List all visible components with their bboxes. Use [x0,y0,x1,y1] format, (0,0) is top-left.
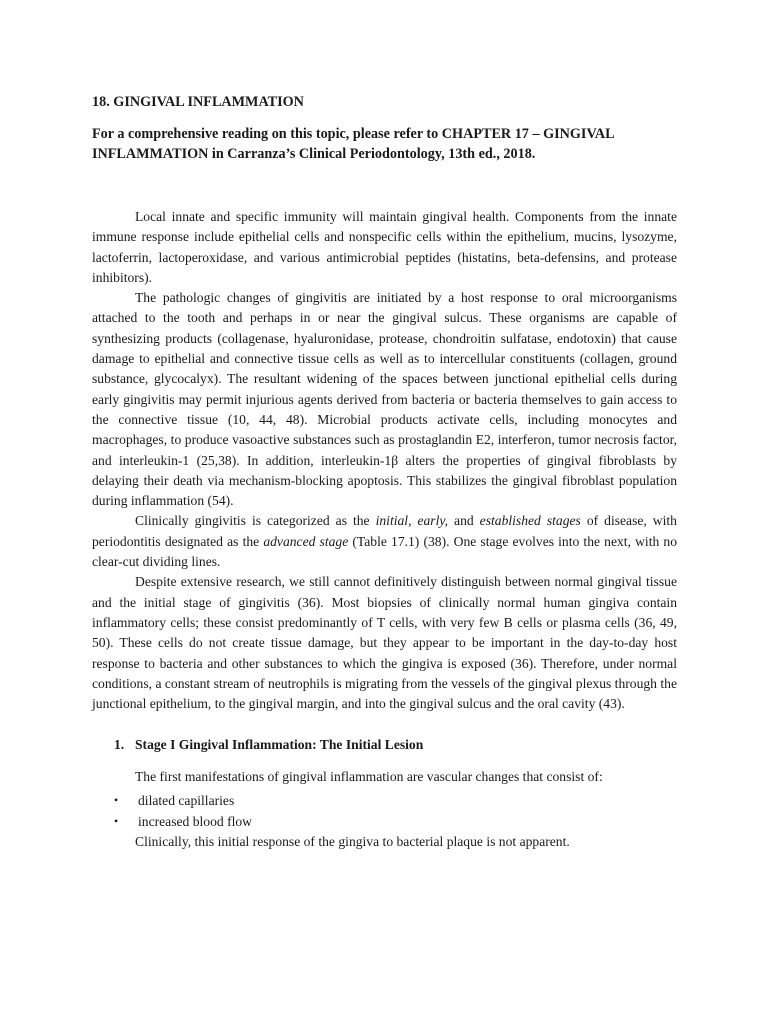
section-heading [92,735,677,755]
text-segment: (Table 17.1) (38). One stage evolves into the next, with no clear-cut dividing lines. [92,533,677,570]
text-segment: and [448,513,480,529]
text-segment: of disease, with periodontitis designated as the [92,513,677,549]
body-text [92,207,677,714]
reference-note: For a comprehensive reading on this topic, please refer to CHAPTER 17 – GINGIVAL INFLAMMATION in Carranza’s Clinical Periodontology, 13th ed., 2018. [92,126,614,162]
list-item [92,790,677,811]
bullet-icon: • [114,813,119,828]
paragraph-clinical-stages [92,511,677,572]
emphasis-established-stages: established stages [479,513,581,529]
list-item-text: dilated capillaries [138,792,235,808]
emphasis-initial-early: initial, early, [375,513,449,529]
bullet-list [92,790,677,832]
emphasis-advanced-stage: advanced stage [263,533,349,549]
section-title: Stage I Gingival Inflammation: The Initial Lesion [135,737,424,753]
closing-sentence: Clinically, this initial response of the gingiva to bacterial plaque is not apparent. [135,833,570,849]
section-number: 1. [114,737,125,753]
text-segment: Clinically gingivitis is categorized as the [135,513,376,529]
list-item-text: increased blood flow [138,813,253,829]
document-page [92,92,677,852]
paragraph-innate-immunity: Local innate and specific immunity will maintain gingival health. Components from the innate immune response include epithelial cells and nonspecific cells within the epithelium, mucins, lysozyme, lactoferrin, lactoperoxidase, and various antimicrobial peptides (histatins, beta-defensins, and protease inhibitors). [92,209,677,285]
section-intro: The first manifestations of gingival inflammation are vascular changes that consist of: [135,769,603,785]
chapter-title: 18. GINGIVAL INFLAMMATION [92,94,304,110]
bullet-icon: • [114,792,119,807]
paragraph-normal-gingiva: Despite extensive research, we still cannot definitively distinguish between normal gingival tissue and the initial stage of gingivitis (36). Most biopsies of clinically normal human gingiva contain inflammatory cells; these consist predominantly of T cells, with very few B cells or plasma cells (36, 49, 50). These cells do not create tissue damage, but they appear to be important in the day-to-day host response to bacteria and other substances to which the gingiva is exposed (36). Therefore, under normal conditions, a constant stream of neutrophils is migrating from the vessels of the gingival plexus through the junctional epithelium, to the gingival margin, and into the gingival sulcus and the oral cavity (43). [92,574,677,712]
list-item [92,811,677,832]
paragraph-pathologic-changes: The pathologic changes of gingivitis are initiated by a host response to oral microorganisms attached to the tooth and perhaps in or near the gingival sulcus. These organisms are capable of synthesizing products (collagenase, hyaluronidase, protease, chondroitin sulfatase, endotoxin) that cause damage to epithelial and connective tissue cells as well as to intercellular constituents (collagen, ground substance, glycocalyx). The resultant widening of the spaces between junctional epithelial cells during early gingivitis may permit injurious agents derived from bacteria or bacteria themselves to gain access to the connective tissue (10, 44, 48). Microbial products activate cells, including monocytes and macrophages, to produce vasoactive substances such as prostaglandin E2, interferon, tumor necrosis factor, and interleukin-1 (25,38). In addition, interleukin-1β alters the properties of gingival fibroblasts by delaying their death via mechanism-blocking apoptosis. This stabilizes the gingival fibroblast population during inflammation (54). [92,290,677,509]
